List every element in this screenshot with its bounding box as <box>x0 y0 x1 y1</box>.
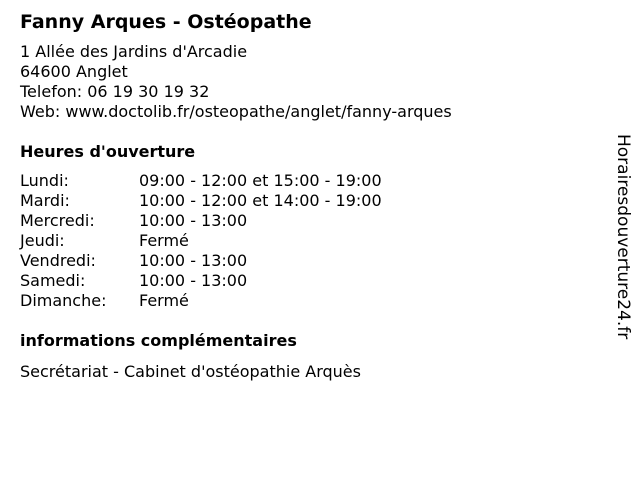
time-value: 10:00 - 13:00 <box>139 271 248 290</box>
address-street: 1 Allée des Jardins d'Arcadie <box>20 42 248 61</box>
opening-hours-table <box>20 171 600 311</box>
hours-row-monday <box>20 171 600 191</box>
day-label: Samedi: <box>20 271 86 290</box>
day-label: Dimanche: <box>20 291 107 310</box>
hours-row-thursday <box>20 231 600 251</box>
day-label: Vendredi: <box>20 251 96 270</box>
address-city: 64600 Anglet <box>20 62 128 81</box>
hours-row-sunday <box>20 291 600 311</box>
day-label: Lundi: <box>20 171 69 190</box>
phone-number: Telefon: 06 19 30 19 32 <box>20 82 210 101</box>
time-value: 10:00 - 13:00 <box>139 251 248 270</box>
time-value: Fermé <box>139 291 189 310</box>
additional-info-text: Secrétariat - Cabinet d'ostéopathie Arquès <box>20 362 361 381</box>
additional-info-heading: informations complémentaires <box>20 331 297 350</box>
contact-block <box>20 42 600 122</box>
time-value: 10:00 - 13:00 <box>139 211 248 230</box>
hours-row-saturday <box>20 271 600 291</box>
hours-row-tuesday <box>20 191 600 211</box>
website-link[interactable]: Web: www.doctolib.fr/osteopathe/anglet/fanny-arques <box>20 102 452 121</box>
business-card <box>20 10 600 382</box>
day-label: Mercredi: <box>20 211 95 230</box>
opening-hours-heading: Heures d'ouverture <box>20 142 196 161</box>
time-value: Fermé <box>139 231 189 250</box>
time-value: 10:00 - 12:00 et 14:00 - 19:00 <box>139 191 382 210</box>
day-label: Mardi: <box>20 191 70 210</box>
time-value: 09:00 - 12:00 et 15:00 - 19:00 <box>139 171 382 190</box>
hours-row-friday <box>20 251 600 271</box>
business-name: Fanny Arques - Ostéopathe <box>20 11 312 33</box>
site-watermark: Horairesdouverture24.fr <box>613 134 633 340</box>
hours-row-wednesday <box>20 211 600 231</box>
day-label: Jeudi: <box>20 231 65 250</box>
